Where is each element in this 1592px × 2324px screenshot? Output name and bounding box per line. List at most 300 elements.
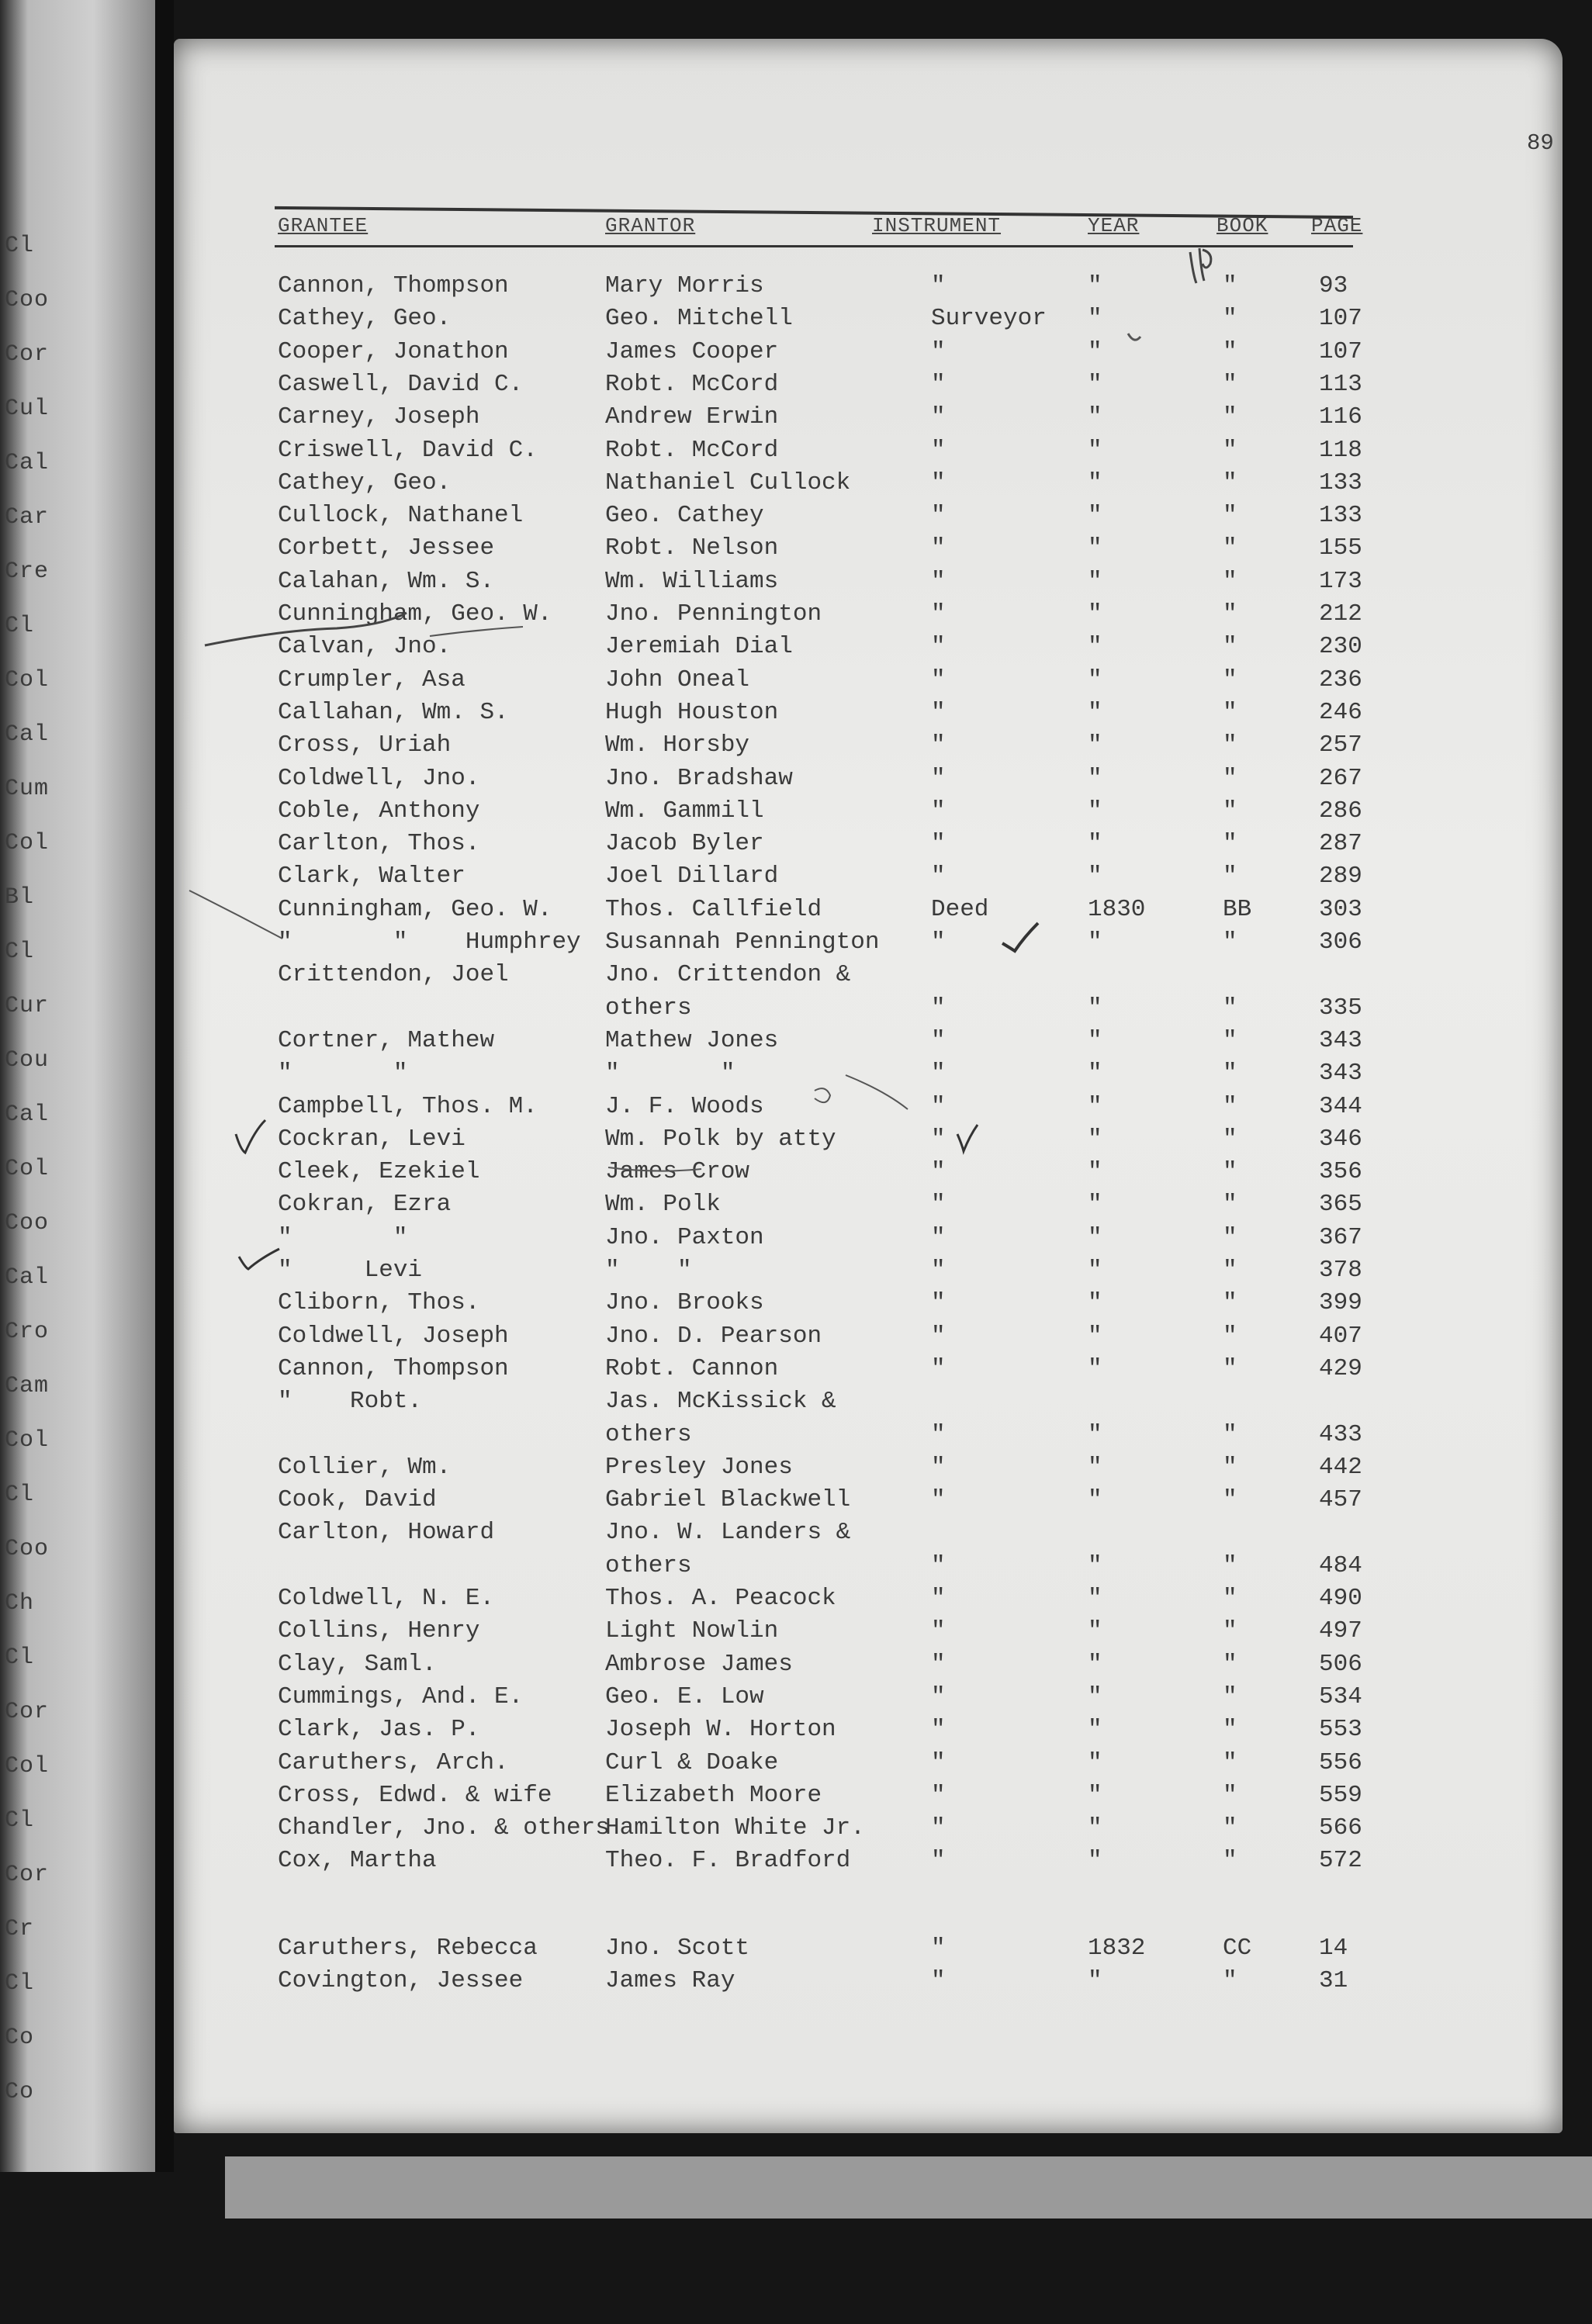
adjacent-page-fragment: Cl [5,1970,35,1997]
entry-page: 559 [1319,1781,1362,1809]
entry-book: " [1223,797,1237,825]
entry-page: 107 [1319,305,1362,333]
entry-grantor: Joseph W. Horton [605,1716,836,1744]
adjacent-page-fragment: Cur [5,993,50,1019]
adjacent-page-fragment: Cam [5,1373,50,1399]
entry-year: " [1088,797,1102,825]
entry-instrument: " [931,731,946,759]
entry-page: 113 [1319,370,1362,398]
adjacent-page-fragment: Cor [5,341,50,368]
ledger-page [174,39,1563,2133]
entry-grantor: Jacob Byler [605,830,764,858]
adjacent-page-fragment: Coo [5,287,50,313]
entry-instrument: " [931,272,946,299]
entry-instrument: " [931,797,946,825]
entry-year: " [1088,534,1102,562]
entry-year: " [1088,1125,1102,1153]
entry-instrument: " [931,994,946,1022]
entry-instrument: " [931,1420,946,1448]
adjacent-page-fragment: Cal [5,1264,50,1291]
adjacent-page-fragment: Cum [5,776,50,802]
entry-grantor: " " [605,1257,692,1284]
entry-book: " [1223,1092,1237,1120]
entry-year: 1832 [1088,1934,1146,1962]
adjacent-page-fragment: Cal [5,1101,50,1128]
adjacent-page-fragment: Cl [5,613,35,639]
entry-year: " [1088,633,1102,661]
adjacent-page-fragment: Cal [5,721,50,748]
entry-grantor: Wm. Polk by atty [605,1125,836,1153]
entry-grantee: Cortner, Mathew [278,1026,495,1054]
entry-book: " [1223,1420,1237,1448]
entry-instrument: " [931,370,946,398]
entry-year: " [1088,1026,1102,1054]
entry-year: " [1088,403,1102,431]
entry-year: " [1088,929,1102,956]
entry-page: 306 [1319,929,1362,956]
entry-instrument: " [931,1354,946,1382]
entry-year: " [1088,1781,1102,1809]
entry-grantor: James Ray [605,1967,735,1994]
entry-page: 246 [1319,698,1362,726]
adjacent-page-fragment: Col [5,830,50,856]
entry-grantee: Calahan, Wm. S. [278,567,495,595]
entry-grantor: Hamilton White Jr. [605,1814,865,1842]
entry-page: 133 [1319,502,1362,530]
entry-grantor: Elizabeth Moore [605,1781,822,1809]
entry-year: " [1088,1682,1102,1710]
entry-instrument: " [931,863,946,891]
entry-year: " [1088,567,1102,595]
entry-grantee: Carlton, Thos. [278,830,480,858]
adjacent-page-fragment: Cro [5,1319,50,1345]
entry-grantee: Cullock, Nathanel [278,502,524,530]
entry-grantee: Cockran, Levi [278,1125,465,1153]
entry-grantee: Covington, Jessee [278,1967,524,1994]
entry-page: 14 [1319,1934,1348,1962]
adjacent-page-fragment: Col [5,1156,50,1182]
entry-year: " [1088,1322,1102,1350]
entry-book: " [1223,1223,1237,1251]
entry-grantee: Cox, Martha [278,1847,437,1875]
entry-book: " [1223,1650,1237,1678]
entry-page: 31 [1319,1967,1348,1994]
entry-grantee: " Robt. [278,1388,423,1416]
entry-book: " [1223,600,1237,628]
entry-book: " [1223,469,1237,496]
entry-book: " [1223,1781,1237,1809]
entry-grantor: Jno. Scott [605,1934,750,1962]
entry-year: " [1088,863,1102,891]
entry-page: 257 [1319,731,1362,759]
entry-book: " [1223,1748,1237,1776]
entry-instrument: " [931,1585,946,1612]
entry-year: " [1088,764,1102,792]
entry-grantee: " Levi [278,1257,423,1284]
entry-year: " [1088,1814,1102,1842]
entry-instrument: " [931,534,946,562]
entry-year: " [1088,1354,1102,1382]
entry-book: " [1223,1814,1237,1842]
entry-book: " [1223,1158,1237,1186]
entry-book: " [1223,1257,1237,1284]
check-mark-icon [1002,923,1038,951]
entry-instrument: " [931,469,946,496]
entry-year: " [1088,370,1102,398]
entry-instrument: " [931,1847,946,1875]
entry-grantor: others [605,1420,692,1448]
scanner-bed-edge [225,2156,1592,2219]
strikethrough-line-icon [205,613,407,645]
entry-grantee: Cathey, Geo. [278,469,452,496]
entry-instrument: " [931,567,946,595]
pencil-stroke-icon [846,1075,908,1109]
entry-page: 346 [1319,1125,1362,1153]
adjacent-page-fragment: Cre [5,559,50,585]
entry-year: " [1088,305,1102,333]
entry-grantor: Geo. Mitchell [605,305,793,333]
entry-year: " [1088,337,1102,365]
entry-book: BB [1223,895,1252,923]
entry-grantor: James Cooper [605,337,779,365]
underline-mark-icon [608,1167,701,1171]
entry-book: " [1223,1682,1237,1710]
entry-instrument: " [931,1716,946,1744]
check-mark-icon [236,1120,265,1153]
entry-book: " [1223,1585,1237,1612]
entry-book: " [1223,567,1237,595]
adjacent-page-fragment: Cl [5,1807,35,1834]
entry-instrument: " [931,1223,946,1251]
entry-grantor: Susannah Pennington [605,929,880,956]
header-instrument: INSTRUMENT [872,214,1002,237]
entry-year: " [1088,1060,1102,1088]
entry-book: " [1223,370,1237,398]
entry-page: 286 [1319,797,1362,825]
entry-grantee: Crumpler, Asa [278,666,465,693]
entry-grantee: Cook, David [278,1486,437,1514]
adjacent-page-fragment: Cl [5,939,35,965]
entry-grantor: Light Nowlin [605,1617,779,1645]
entry-grantee: Coldwell, N. E. [278,1585,495,1612]
entry-grantor: Hugh Houston [605,698,779,726]
underline-mark-icon [430,627,523,636]
entry-grantee: Cathey, Geo. [278,305,452,333]
entry-grantor: James Crow [605,1158,750,1186]
entry-grantee: " " Humphrey [278,929,581,956]
entry-grantor: Jno. D. Pearson [605,1322,822,1350]
entry-year: " [1088,1748,1102,1776]
adjacent-page-fragment: Cr [5,1916,35,1942]
check-mark-icon [239,1249,279,1269]
entry-book: CC [1223,1934,1252,1962]
entry-grantee: Cannon, Thompson [278,1354,509,1382]
entry-page: 116 [1319,403,1362,431]
entry-grantee: Carney, Joseph [278,403,480,431]
entry-page: 566 [1319,1814,1362,1842]
entry-book: " [1223,1716,1237,1744]
entry-grantee: Coldwell, Joseph [278,1322,509,1350]
entry-instrument: " [931,1814,946,1842]
entry-grantee: Collins, Henry [278,1617,480,1645]
entry-grantee: Cannon, Thompson [278,272,509,299]
entry-grantor: Jno. Brooks [605,1289,764,1317]
entry-grantee: Clark, Walter [278,863,465,891]
entry-year: " [1088,272,1102,299]
entry-instrument: " [931,1486,946,1514]
adjacent-page-fragment: Ch [5,1590,35,1617]
entry-year: " [1088,666,1102,693]
adjacent-page-fragment: Col [5,1427,50,1454]
entry-book: " [1223,1322,1237,1350]
entry-instrument: " [931,1092,946,1120]
entry-instrument: " [931,337,946,365]
entry-grantor: Jeremiah Dial [605,633,793,661]
entry-page: 367 [1319,1223,1362,1251]
adjacent-page-fragment: Col [5,667,50,693]
entry-grantee: Crittendon, Joel [278,961,509,989]
entry-book: " [1223,1354,1237,1382]
header-page: PAGE [1311,214,1363,237]
adjacent-page-fragment: Cor [5,1699,50,1725]
entry-page: 399 [1319,1289,1362,1317]
entry-grantee: Caruthers, Arch. [278,1748,509,1776]
pencil-annotation-icon [1190,248,1211,283]
entry-grantor: Theo. F. Bradford [605,1847,851,1875]
entry-grantee: Calvan, Jno. [278,633,452,661]
entry-year: " [1088,1223,1102,1251]
entry-grantor: Nathaniel Cullock [605,469,851,496]
entry-grantee: Collier, Wm. [278,1453,452,1481]
entry-page: 287 [1319,830,1362,858]
page-number: 89 [1527,130,1554,156]
entry-book: " [1223,863,1237,891]
entry-grantee: Cross, Uriah [278,731,452,759]
entry-instrument: " [931,1322,946,1350]
adjacent-page-fragment: Co [5,2025,35,2051]
entry-grantor: Jno. Bradshaw [605,764,793,792]
entry-grantee: Callahan, Wm. S. [278,698,509,726]
entry-instrument: " [931,764,946,792]
entry-page: 457 [1319,1486,1362,1514]
entry-instrument: " [931,1453,946,1481]
entry-instrument: " [931,1650,946,1678]
entry-page: 155 [1319,534,1362,562]
entry-year: " [1088,994,1102,1022]
entry-grantee: Clark, Jas. P. [278,1716,480,1744]
entry-instrument: " [931,633,946,661]
adjacent-page-fragment: Coo [5,1536,50,1562]
entry-grantee: Cross, Edwd. & wife [278,1781,552,1809]
entry-grantee: Carlton, Howard [278,1519,495,1547]
entry-page: 118 [1319,436,1362,464]
adjacent-page-fragment: Cal [5,450,50,476]
entry-grantee: Cunningham, Geo. W. [278,895,552,923]
adjacent-page-fragment: Cor [5,1862,50,1888]
entry-year: 1830 [1088,895,1146,923]
entry-grantee: Cokran, Ezra [278,1191,452,1219]
entry-grantor: Geo. Cathey [605,502,764,530]
entry-year: " [1088,1486,1102,1514]
entry-grantor: Robt. McCord [605,370,779,398]
entry-book: " [1223,1289,1237,1317]
entry-instrument: " [931,1748,946,1776]
entry-book: " [1223,633,1237,661]
adjacent-page-fragment: Col [5,1753,50,1779]
entry-instrument: " [931,436,946,464]
entry-page: 343 [1319,1026,1362,1054]
entry-year: " [1088,502,1102,530]
entry-grantor: Wm. Williams [605,567,779,595]
entry-instrument: " [931,1551,946,1579]
entry-grantor: Wm. Gammill [605,797,764,825]
entry-page: 506 [1319,1650,1362,1678]
entry-page: 534 [1319,1682,1362,1710]
entry-book: " [1223,1486,1237,1514]
entry-book: " [1223,1967,1237,1994]
entry-year: " [1088,1257,1102,1284]
entry-book: " [1223,929,1237,956]
entry-grantor: Curl & Doake [605,1748,779,1776]
entry-grantor: Jno. Paxton [605,1223,764,1251]
adjacent-page-fragment: Bl [5,884,35,911]
entry-page: 442 [1319,1453,1362,1481]
entry-grantor: Mary Morris [605,272,764,299]
entry-page: 378 [1319,1257,1362,1284]
entry-page: 365 [1319,1191,1362,1219]
entry-page: 433 [1319,1420,1362,1448]
entry-grantor: John Oneal [605,666,750,693]
entry-instrument: " [931,698,946,726]
adjacent-page-fragment: Co [5,2079,35,2105]
entry-page: 556 [1319,1748,1362,1776]
entry-grantor: Thos. A. Peacock [605,1585,836,1612]
entry-year: " [1088,830,1102,858]
entry-page: 553 [1319,1716,1362,1744]
entry-instrument: " [931,1617,946,1645]
entry-instrument: " [931,403,946,431]
entry-grantor: others [605,994,692,1022]
entry-year: " [1088,1191,1102,1219]
entry-grantee: Coldwell, Jno. [278,764,480,792]
entry-book: " [1223,1617,1237,1645]
entry-grantor: Gabriel Blackwell [605,1486,851,1514]
entry-page: 429 [1319,1354,1362,1382]
entry-grantor: Ambrose James [605,1650,793,1678]
entry-year: " [1088,1585,1102,1612]
entry-grantee: " " [278,1060,408,1088]
entry-page: 107 [1319,337,1362,365]
adjacent-page-fragment: Car [5,504,50,531]
entry-grantor: Robt. Nelson [605,534,779,562]
margin-line-icon [189,891,282,939]
entry-year: " [1088,1551,1102,1579]
entry-page: 497 [1319,1617,1362,1645]
entry-book: " [1223,1125,1237,1153]
handwritten-annotations [174,39,1563,2133]
entry-year: " [1088,731,1102,759]
entry-year: " [1088,1092,1102,1120]
entry-book: " [1223,534,1237,562]
entry-page: 267 [1319,764,1362,792]
entry-grantor: Presley Jones [605,1453,793,1481]
entry-grantee: Caruthers, Rebecca [278,1934,538,1962]
entry-page: 572 [1319,1847,1362,1875]
entry-instrument: " [931,1158,946,1186]
entry-page: 356 [1319,1158,1362,1186]
entry-instrument: " [931,1934,946,1962]
header-grantee: GRANTEE [278,214,369,237]
entry-grantee: Cunningham, Geo. W. [278,600,552,628]
header-year: YEAR [1088,214,1140,237]
entry-grantor: Jno. Crittendon & [605,961,851,989]
entry-year: " [1088,469,1102,496]
entry-grantee: Corbett, Jessee [278,534,495,562]
entry-book: " [1223,1453,1237,1481]
entry-page: 484 [1319,1551,1362,1579]
entry-book: " [1223,1551,1237,1579]
entry-grantor: Robt. Cannon [605,1354,779,1382]
entry-grantee: Cleek, Ezekiel [278,1158,480,1186]
entry-page: 335 [1319,994,1362,1022]
entry-page: 212 [1319,600,1362,628]
entry-book: " [1223,272,1237,299]
check-mark-icon [957,1125,978,1151]
entry-book: " [1223,830,1237,858]
binding-gutter [155,0,174,2172]
entry-grantor: Joel Dillard [605,863,779,891]
entry-grantor: Wm. Horsby [605,731,750,759]
entry-year: " [1088,1716,1102,1744]
entry-year: " [1088,1847,1102,1875]
entry-book: " [1223,436,1237,464]
entry-book: " [1223,502,1237,530]
entry-year: " [1088,1289,1102,1317]
entry-book: " [1223,1026,1237,1054]
entry-page: 344 [1319,1092,1362,1120]
entry-year: " [1088,1967,1102,1994]
entry-grantee: Caswell, David C. [278,370,524,398]
adjacent-page-fragment: Cl [5,1644,35,1671]
entry-instrument: " [931,1026,946,1054]
entry-book: " [1223,1191,1237,1219]
entry-instrument: Deed [931,895,989,923]
entry-grantee: Cummings, And. E. [278,1682,524,1710]
entry-page: 93 [1319,272,1348,299]
entry-instrument: " [931,1125,946,1153]
entry-grantee: " " [278,1223,408,1251]
entry-grantee: Cooper, Jonathon [278,337,509,365]
entry-grantor: Geo. E. Low [605,1682,764,1710]
entry-grantor: Robt. McCord [605,436,779,464]
entry-grantor: Jas. McKissick & [605,1388,836,1416]
entry-year: " [1088,1158,1102,1186]
entry-grantor: Andrew Erwin [605,403,779,431]
entry-book: " [1223,666,1237,693]
entry-book: " [1223,698,1237,726]
entry-grantor: Jno. Pennington [605,600,822,628]
entry-page: 289 [1319,863,1362,891]
entry-book: " [1223,1847,1237,1875]
entry-grantee: Chandler, Jno. & others [278,1814,610,1842]
entry-page: 230 [1319,633,1362,661]
entry-grantor: Wm. Polk [605,1191,721,1219]
adjacent-page-fragment: Cou [5,1047,50,1074]
entry-grantor: " " [605,1060,735,1088]
entry-grantor: Mathew Jones [605,1026,779,1054]
entry-year: " [1088,1420,1102,1448]
entry-grantee: Coble, Anthony [278,797,480,825]
